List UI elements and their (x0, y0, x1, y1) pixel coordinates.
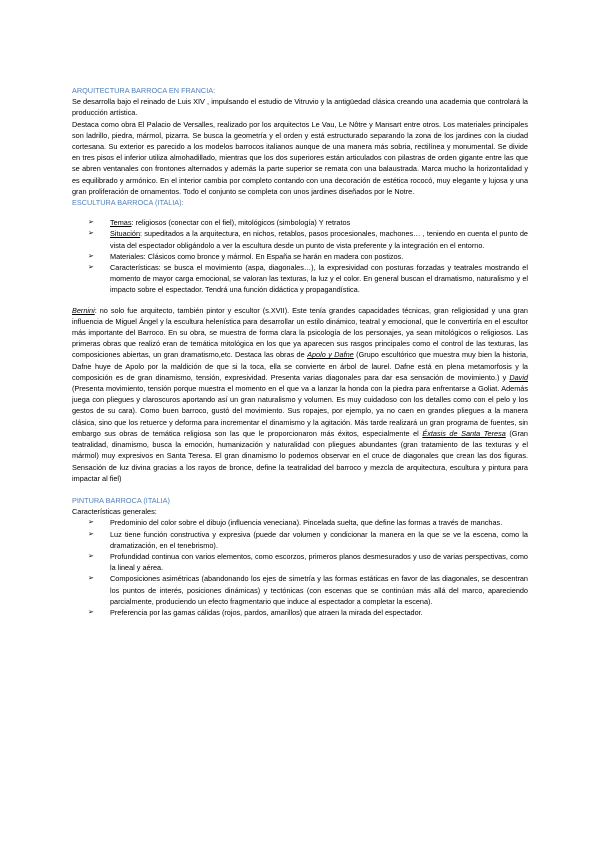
arrow-bullet-icon: ➢ (88, 264, 94, 272)
arrow-bullet-icon: ➢ (88, 219, 94, 227)
list-item-text: Predominio del color sobre el dibujo (influencia veneciana). Pincelada suelta, que define las formas a través de manchas. (110, 518, 503, 528)
list-item-text: Composiciones asimétricas (abandonando los ejes de simetría y las formas estáticas en favor de las diagonales, se descentran los puntos de interés, posiciones dinámicas) y tectónicas (con escenas que se continúan más allá del marco, apareciendo parcialmente, produciendo un efecto fragmentario que induce al espectador a completar la escena). (110, 574, 528, 606)
text-materiales: Materiales: Clásicos como bronce y mármol. En España se harán en madera con postizos. (110, 251, 404, 261)
arrow-bullet-icon: ➢ (88, 519, 94, 527)
arrow-bullet-icon: ➢ (88, 552, 94, 560)
paragraph-versalles: Destaca como obra El Palacio de Versalles, realizado por los arquitectos Le Vau, Le Nôtre y Mansart entre otros. Los materiales principales son ladrillo, piedra, mármol, pizarra. Se busca la geometría y el orden y está estructurado separando la zona de los jardines con la ciudad cortesana. Su exterior es parecido a los modelos barrocos italianos aunque de una manera más sobria, rectilínea y monumental. Se divide en tres pisos el inferior utiliza almohadillado, mientras que los dos superiores están articulados con pilastras de orden gigante entre las que se abren ventanales con frontones alternados y además la parte superior se remata con una balaustrada. Marca mucho la horizontalidad y es equilibrado y armónico. En el interior cambia por completo contando con una decoración de estética rococó, muy elegante y lujosa y una gran proliferación de ornamentos. Todo el conjunto se completa con unos jardines diseñados por le Notre. (72, 119, 528, 196)
list-item (88, 607, 528, 618)
list-item-situacion (88, 228, 528, 250)
arrow-bullet-icon: ➢ (88, 575, 94, 583)
text-caracteristicas: Características: se busca el movimiento (aspa, diagonales…), la expresividad con posturas forzadas y teatrales mostrando el momento de mayor carga emocional, se valoran las texturas, la luz y el color. En general buscan el dramatismo, naturalismo y el impacto sobre el espectador. Tendrá una función didáctica y propagandística. (110, 263, 528, 295)
label-temas: Temas (110, 218, 132, 228)
list-item (88, 517, 528, 528)
heading-pintura-italia: PINTURA BARROCA (ITALIA) (72, 495, 170, 505)
escultura-list (72, 217, 528, 295)
bernini-text-4: (Gran teatralidad, dinamismo, busca la emoción, humanización y naturalidad con pliegues abundantes (gran tratamiento de las texturas y el mármol) muy expresivos en Santa Teresa. El gran dinamismo lo podemos observar en el cruce de diagonales que crean las dos figuras. Sensación de luz divina gracias a los rayos de bronce, define la teatralidad del barroco y mezcla de arquitectura, escultura y pintura para impactar al fiel) (72, 428, 528, 483)
work-extasis: Éxtasis de Santa Teresa (422, 428, 506, 438)
text-situacion: : supeditados a la arquitectura, en nichos, retablos, pasos procesionales, machones… , teniendo en cuenta el punto de vista del espectador obligándolo a ver la escultura desde un punto de vista preferente y la integración en el entorno. (110, 229, 528, 250)
work-apolo-dafne: Apolo y Dafne (307, 350, 354, 360)
bernini-text-3: (Presenta movimiento, tensión porque muestra el momento en el que va a lanzar la honda con la piedra para enfrentarse a Goliat. Además juega con pliegues y claroscuros aportando así un gran naturalismo y volumen. Es muy cuidadoso con los detalles como con el pelo y los gestos de su cara). Como buen barroco, gustó del movimiento. Sus ropajes, por ejemplo, ya no caen en grandes pliegues a la manera clásica, sino que los retuerce y deforma para incrementar el dinamismo y la agitación. Más tarde realizará un gran programa de fuentes, sin embargo sus obras de temática religiosa son las que le proporcionaron más éxitos, especialmente el (72, 384, 528, 438)
label-situacion: Situación (110, 229, 141, 239)
heading-escultura-italia: ESCULTURA BARROCA (ITALIA): (72, 198, 184, 208)
arrow-bullet-icon: ➢ (88, 530, 94, 538)
list-item-text: Preferencia por las gamas cálidas (rojos, pardos, amarillos) que atraen la mirada del espectador. (110, 607, 423, 617)
list-item-caracteristicas (88, 262, 528, 296)
arrow-bullet-icon: ➢ (88, 252, 94, 260)
bernini-text-1: : no solo fue arquitecto, también pintor y escultor (s.XVII). Este tenía grandes capacidades técnicas, gran religiosidad y una gran influencia de Miguel Ángel y la escultura helenística para desarrollar un estilo dinámico, teatral y emocional, que le convertiría en el escultor más importante del Barroco. En su obra, se muestra de forma clara la psicología de los personajes, ya sean mitológicos o religiosos. Las primeras obras que realizó eran de temática mitológica en los que ya aparecen sus rasgos principales como el control de las texturas, las composiciones abiertas, un gran dramatismo,etc. Destaca las obras de (72, 305, 528, 360)
text-temas: : religiosos (conectar con el fiel), mitológicos (simbología) Y retratos (131, 218, 351, 228)
paragraph-bernini (72, 305, 528, 484)
list-item-temas (88, 217, 528, 228)
work-david: David (509, 372, 528, 382)
arrow-bullet-icon: ➢ (88, 230, 94, 238)
name-bernini: Bernini (72, 305, 95, 315)
list-item (88, 529, 528, 551)
list-item (88, 551, 528, 573)
bernini-text-2: (Grupo escultórico que muestra muy bien la historia, Dafne huye de Apolo por la maldición de que si la toca, ella se convierte en árbol de laurel. Dafne está en plena metamorfosis y la composición es de gran dinamismo, tensión, expresividad. Presenta varias diagonales para dar esa sensación de movimiento.) y (72, 350, 529, 382)
list-item-text: Profundidad continua con varios elementos, como escorzos, primeros planos desmesurados y uso de varias perspectivas, como la lineal y aérea. (110, 551, 528, 573)
list-item-materiales (88, 251, 528, 262)
heading-arquitectura-francia: ARQUITECTURA BARROCA EN FRANCIA: (72, 86, 216, 95)
arrow-bullet-icon: ➢ (88, 608, 94, 616)
list-item (88, 573, 528, 607)
paragraph-academia: Se desarrolla bajo el reinado de Luis XIV , impulsando el estudio de Vitruvio y la antigüedad clásica creando una academia que controlará la producción artística. (72, 97, 528, 118)
subheading-caracteristicas: Características generales: (72, 507, 157, 517)
list-item-text: Luz tiene función constructiva y expresiva (puede dar volumen y condicionar la manera en la que se ve la escena, como la dramatización, en el tenebrismo). (110, 529, 528, 550)
pintura-list (72, 517, 528, 618)
